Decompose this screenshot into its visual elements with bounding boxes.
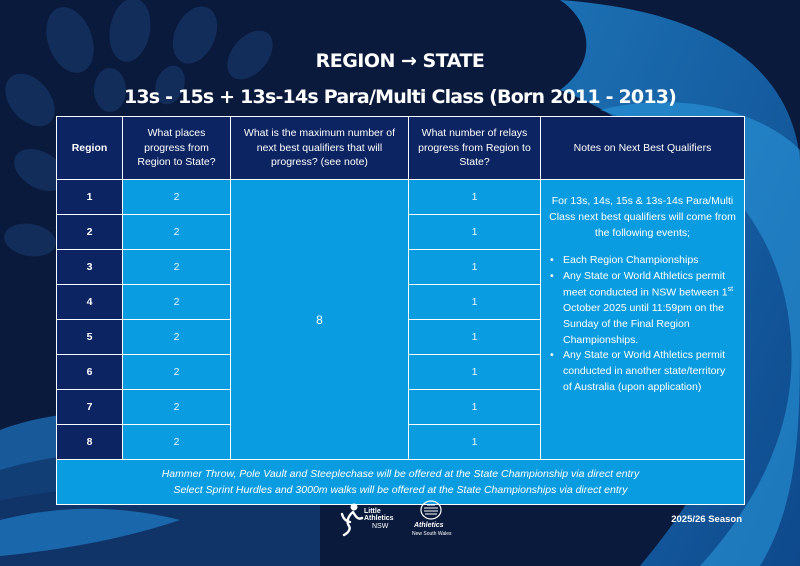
places-value: 2 <box>123 250 231 285</box>
region-number: 1 <box>57 180 123 215</box>
header-region: Region <box>57 117 123 180</box>
relays-value: 1 <box>409 215 541 250</box>
athletics-nsw-logo-icon <box>420 500 442 520</box>
places-value: 2 <box>123 320 231 355</box>
relays-value: 1 <box>409 355 541 390</box>
season-label: 2025/26 Season <box>671 514 742 525</box>
notes-bullet-text: Any State or World Athletics permit meet conducted in NSW between 1 <box>563 270 728 299</box>
header-next-best: What is the maximum number of next best qualifiers that will progress? (see note) <box>231 117 409 180</box>
direct-entry-line: Select Sprint Hurdles and 3000m walks will be offered at the State Championships via direct entry <box>173 484 628 496</box>
athletics-nsw-subtitle: New South Wales <box>412 531 452 537</box>
region-number: 6 <box>57 355 123 390</box>
places-value: 2 <box>123 180 231 215</box>
region-number: 3 <box>57 250 123 285</box>
athletics-nsw-wordmark: Athletics <box>414 522 444 529</box>
notes-intro: For 13s, 14s, 15s & 13s-14s Para/Multi Class next best qualifiers will come from the following events; <box>549 195 736 239</box>
region-number: 4 <box>57 285 123 320</box>
sponsor-logos <box>340 498 460 544</box>
notes-bullet <box>561 269 736 348</box>
relays-value: 1 <box>409 390 541 425</box>
places-value: 2 <box>123 425 231 460</box>
header-places: What places progress from Region to State? <box>123 117 231 180</box>
notes-cell <box>541 180 745 460</box>
notes-bullet: • Each Region Championships <box>561 253 736 269</box>
notes-bullet-text: October 2025 until 11:59pm on the Sunday of the Final Region Championships. <box>563 302 724 346</box>
relays-value: 1 <box>409 180 541 215</box>
table-row <box>57 180 745 215</box>
region-number: 2 <box>57 215 123 250</box>
page-subtitle: 13s - 15s + 13s-14s Para/Multi Class (Born 2011 - 2013) <box>123 86 677 108</box>
places-value: 2 <box>123 390 231 425</box>
ordinal-suffix: st <box>727 285 734 293</box>
page-title: REGION → STATE <box>315 50 485 72</box>
relays-value: 1 <box>409 285 541 320</box>
notes-list <box>549 253 736 395</box>
region-number: 7 <box>57 390 123 425</box>
header-notes: Notes on Next Best Qualifiers <box>541 117 745 180</box>
places-value: 2 <box>123 215 231 250</box>
header-relays: What number of relays progress from Region to State? <box>409 117 541 180</box>
relays-value: 1 <box>409 320 541 355</box>
little-athletics-logo-icon <box>340 502 364 538</box>
direct-entry-line: Hammer Throw, Pole Vault and Steeplechase will be offered at the State Championship via direct entry <box>161 467 640 480</box>
notes-bullet: • Any State or World Athletics permit conducted in another state/territory of Australia (upon application) <box>561 348 736 395</box>
places-value: 2 <box>123 285 231 320</box>
relays-value: 1 <box>409 250 541 285</box>
qualification-table <box>56 116 745 505</box>
max-next-best-value: 8 <box>231 180 409 460</box>
places-value: 2 <box>123 355 231 390</box>
little-athletics-wordmark: Little Athletics NSW <box>364 508 394 530</box>
region-number: 5 <box>57 320 123 355</box>
region-number: 8 <box>57 425 123 460</box>
relays-value: 1 <box>409 425 541 460</box>
